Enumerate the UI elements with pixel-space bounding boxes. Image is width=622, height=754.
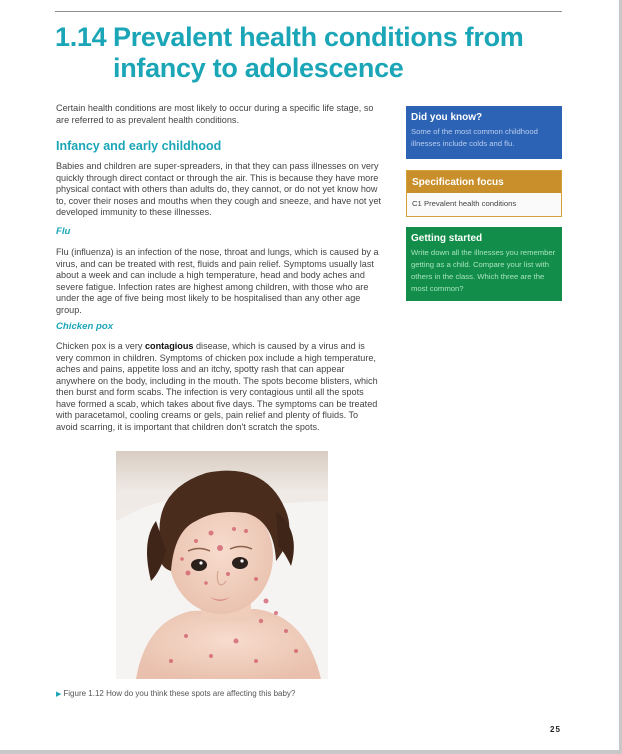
heading-chicken-pox: Chicken pox: [56, 321, 114, 332]
title-line-2: infancy to adolescence: [113, 53, 404, 83]
page-edge: [0, 750, 622, 754]
specification-focus-body: C1 Prevalent health conditions: [412, 199, 517, 208]
chicken-pox-paragraph: [56, 341, 382, 433]
getting-started-title: Getting started: [411, 233, 483, 244]
infancy-paragraph: Babies and children are super-spreaders, in that they can pass illnesses on very quickly through direct contact or through the air. This is because they have more physical contact with others than adults do, they cannot, or do not yet know how to, cover their noses and mouths when they cough and sneeze, and have not yet developed immunity to these illnesses.: [56, 161, 382, 217]
section-number: 1.14: [55, 22, 107, 52]
caption-triangle-icon: ▶: [56, 691, 62, 698]
title-line-1: Prevalent health conditions from: [113, 22, 524, 52]
did-you-know-title: Did you know?: [411, 112, 483, 123]
text: Chicken pox is a very: [56, 341, 145, 351]
page-number: 25: [550, 725, 561, 734]
figure-caption: [56, 689, 295, 698]
keyword-contagious: contagious: [144, 341, 194, 351]
specification-focus-title: Specification focus: [407, 171, 561, 193]
top-rule-divider: [55, 11, 562, 12]
did-you-know-body: Some of the most common childhood illnesses include colds and flu.: [411, 127, 538, 148]
did-you-know-box: [406, 106, 562, 159]
page-title: [55, 22, 575, 84]
text: disease, which is caused by a virus and is very common in children. Symptoms of chicken pox include a high temperature, aches and pains, appetite loss and an itchy, spotty rash that can appear anywhere on the body, including in the mouth. The spots become blisters, which then burst and form scabs. The infection is very contagious until all the spots have formed a scab, which takes about five days. The symptoms can be treated with paracetamol, cooling creams or gels, pain relief and plenty of fluids. To avoid scarring, it is important that children don't scratch the spots.: [56, 341, 378, 432]
getting-started-body: Write down all the illnesses you remember getting as a child. Compare your list with others in the class. Which three are the most common?: [411, 248, 556, 293]
figure-baby-chicken-pox-photo: [116, 451, 328, 679]
flu-paragraph: Flu (influenza) is an infection of the nose, throat and lungs, which is caused by a virus, and can be treated with rest, fluids and pain relief. Symptoms usually last about a week and can include a high temperature, head and body aches and severe fatigue. Infection rates are highest among children, with those who are under the age of five being most likely to be hospitalised than any other age group.: [56, 247, 379, 315]
specification-focus-box: [406, 170, 562, 217]
getting-started-box: [406, 227, 562, 301]
heading-flu: Flu: [56, 226, 71, 237]
intro-paragraph: Certain health conditions are most likely to occur during a specific life stage, so are referred to as prevalent health conditions.: [56, 103, 374, 125]
heading-infancy: Infancy and early childhood: [56, 139, 222, 153]
caption-text: Figure 1.12 How do you think these spots are affecting this baby?: [63, 689, 296, 698]
baby-photo-illustration: [116, 451, 328, 679]
